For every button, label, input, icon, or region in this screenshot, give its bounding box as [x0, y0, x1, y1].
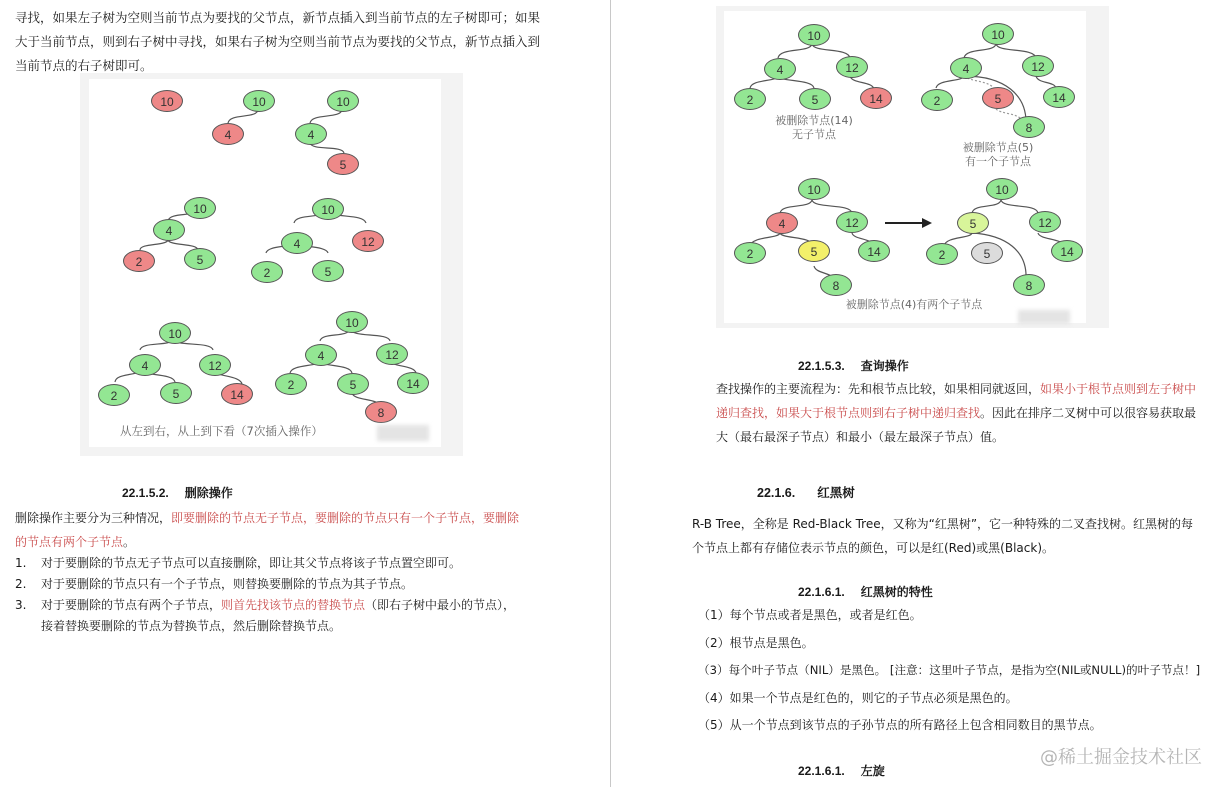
left-page [0, 0, 610, 787]
tree-node: 8 [1013, 274, 1045, 296]
tree-node: 10 [982, 23, 1014, 45]
tree-node: 10 [327, 90, 359, 112]
text: 。 [123, 535, 136, 549]
heading-number: 22.1.6.1. [798, 764, 845, 778]
list-text: （即右子树中最小的节点）， [365, 598, 516, 612]
heading-number: 22.1.5.3. [798, 359, 845, 373]
insert-paragraph [15, 6, 555, 78]
highlight-text: 的节点有两个子节点 [15, 535, 124, 549]
tree-node: 2 [275, 373, 307, 395]
tree-node: 12 [836, 211, 868, 233]
rb-tree-intro [692, 512, 1222, 560]
tree-node: 4 [129, 354, 161, 376]
delete-cases-list [15, 553, 575, 637]
tree-node: 12 [1022, 55, 1054, 77]
tree-node: 5 [327, 153, 359, 175]
tree-node: 5 [982, 87, 1014, 109]
tree-node: 4 [305, 344, 337, 366]
tree-node: 4 [281, 232, 313, 254]
caption-line: 无子节点 [792, 128, 836, 141]
tree-node: 14 [860, 87, 892, 109]
tree-node: 12 [836, 56, 868, 78]
caption-line: 被删除节点(5) [962, 141, 1034, 154]
tree-node: 4 [153, 219, 185, 241]
tree-node: 8 [820, 274, 852, 296]
heading-title: 红黑树 [817, 486, 855, 500]
right-page [612, 0, 1224, 787]
delete-tree-figure [716, 6, 1109, 328]
text: 删除操作主要分为三种情况， [15, 511, 172, 525]
tree-node: 14 [397, 372, 429, 394]
heading-title: 删除操作 [184, 486, 233, 500]
tree-node: 10 [159, 322, 191, 344]
tree-node: 14 [858, 240, 890, 262]
tree-node: 8 [365, 401, 397, 423]
rb-tree-heading [757, 483, 855, 501]
rb-property: （5）从一个节点到该节点的子孙节点的所有路径上包含相同数目的黑节点。 [698, 718, 1102, 732]
figure-caption [948, 141, 1048, 169]
tree-node: 4 [766, 212, 798, 234]
tree-node: 14 [221, 383, 253, 405]
tree-node: 5 [312, 260, 344, 282]
tree-node: 10 [312, 198, 344, 220]
left-rotate-heading [798, 762, 885, 779]
rb-property: （2）根节点是黑色。 [698, 636, 814, 650]
tree-node: 10 [151, 90, 183, 112]
delete-heading [122, 484, 233, 501]
tree-node: 14 [1043, 86, 1075, 108]
tree-node: 10 [243, 90, 275, 112]
tree-node: 10 [798, 24, 830, 46]
tree-node: 5 [798, 240, 830, 262]
tree-node: 4 [950, 57, 982, 79]
heading-title: 红黑树的特性 [860, 585, 933, 599]
list-index: 2. [15, 577, 27, 591]
query-heading [798, 357, 909, 374]
highlight-text: 即要删除的节点无子节点，要删除的节点只有一个子节点，要删除 [171, 511, 520, 525]
heading-number: 22.1.6. [757, 486, 796, 500]
heading-number: 22.1.6.1. [798, 585, 845, 599]
list-item [15, 553, 575, 574]
list-text: 接着替换要删除的节点为替换节点，然后删除替换节点。 [41, 619, 342, 633]
tree-node: 2 [251, 261, 283, 283]
list-text: 对于要删除的节点无子节点可以直接删除，即让其父节点将该子节点置空即可。 [41, 556, 462, 570]
text: 大（最右最深子节点）和最小（最左最深子节点）值。 [716, 430, 1005, 444]
tree-node: 2 [734, 88, 766, 110]
heading-title: 查询操作 [860, 359, 909, 373]
query-paragraph [716, 377, 1206, 449]
list-text: 对于要删除的节点只有一个子节点，则替换要删除的节点为其子节点。 [41, 577, 414, 591]
site-watermark: @稀土掘金技术社区 [1040, 747, 1202, 768]
text: 查找操作的主要流程为：先和根节点比较，如果相同就返回， [716, 382, 1041, 396]
tree-node: 10 [184, 197, 216, 219]
text-line: 个节点上都有存储位表示节点的颜色，可以是红(Red)或黑(Black)。 [692, 541, 1054, 555]
list-item [15, 595, 575, 637]
tree-node: 5 [160, 382, 192, 404]
caption-line: 被删除节点(14) [775, 114, 853, 127]
tree-node: 5 [957, 212, 989, 234]
blurred-watermark [1018, 310, 1070, 324]
page-divider [610, 0, 611, 787]
tree-node: 2 [98, 384, 130, 406]
rb-property: （3）每个叶子节点（NIL）是黑色。 [注意：这里叶子节点，是指为空(NIL或NULL)的叶子节点！] [698, 663, 1201, 677]
tree-node: 5 [799, 88, 831, 110]
tree-node: 5 [184, 248, 216, 270]
rb-property: （4）如果一个节点是红色的，则它的子节点必须是黑色的。 [698, 691, 1018, 705]
figure-caption: 被删除节点(4)有两个子节点 [845, 298, 983, 311]
text: 。因此在排序二叉树中可以很容易获取最 [980, 406, 1197, 420]
figure-caption: 从左到右，从上到下看（7次插入操作） [120, 424, 323, 438]
heading-number: 22.1.5.2. [122, 486, 169, 500]
tree-node: 4 [764, 58, 796, 80]
tree-node: 12 [352, 230, 384, 252]
text-line: R-B Tree，全称是 Red-Black Tree，又称为“红黑树”，它一种特殊的二叉查找树。红黑树的每 [692, 517, 1194, 531]
tree-node: 10 [336, 311, 368, 333]
tree-node: 2 [926, 243, 958, 265]
tree-node: 4 [212, 123, 244, 145]
list-text: 对于要删除的节点有两个子节点， [41, 598, 222, 612]
highlight-text: 则首先找该节点的替换节点 [221, 598, 366, 612]
highlight-text: 如果小于根节点则到左子树中 [1040, 382, 1197, 396]
tree-node: 10 [798, 178, 830, 200]
tree-node: 12 [376, 343, 408, 365]
caption-line: 有一个子节点 [965, 155, 1031, 168]
rb-properties-heading [798, 583, 933, 600]
tree-node: 5 [971, 242, 1003, 264]
list-item [15, 574, 575, 595]
tree-node: 12 [199, 354, 231, 376]
tree-node: 12 [1029, 211, 1061, 233]
delete-intro [15, 506, 535, 554]
text-line: 寻找，如果左子树为空则当前节点为要找的父节点，新节点插入到当前节点的左子树即可；如果 [15, 10, 541, 25]
tree-edges [716, 6, 1109, 328]
text-line: 当前节点的右子树即可。 [15, 58, 153, 73]
heading-title: 左旋 [860, 764, 885, 778]
tree-node: 10 [986, 178, 1018, 200]
highlight-text: 递归查找，如果大于根节点则到右子树中递归查找 [716, 406, 981, 420]
blurred-watermark [377, 425, 429, 441]
tree-node: 2 [123, 250, 155, 272]
rb-property: （1）每个节点或者是黑色，或者是红色。 [698, 608, 922, 622]
tree-node: 8 [1013, 116, 1045, 138]
list-index: 3. [15, 598, 27, 612]
tree-node: 5 [337, 373, 369, 395]
list-index: 1. [15, 556, 27, 570]
insert-tree-figure [80, 73, 463, 456]
tree-node: 14 [1051, 240, 1083, 262]
figure-caption [764, 114, 864, 142]
text-line: 大于当前节点，则到右子树中寻找，如果右子树为空则当前节点为要找的父节点，新节点插入到 [15, 34, 541, 49]
tree-node: 2 [734, 242, 766, 264]
tree-node: 4 [295, 123, 327, 145]
tree-node: 2 [921, 89, 953, 111]
